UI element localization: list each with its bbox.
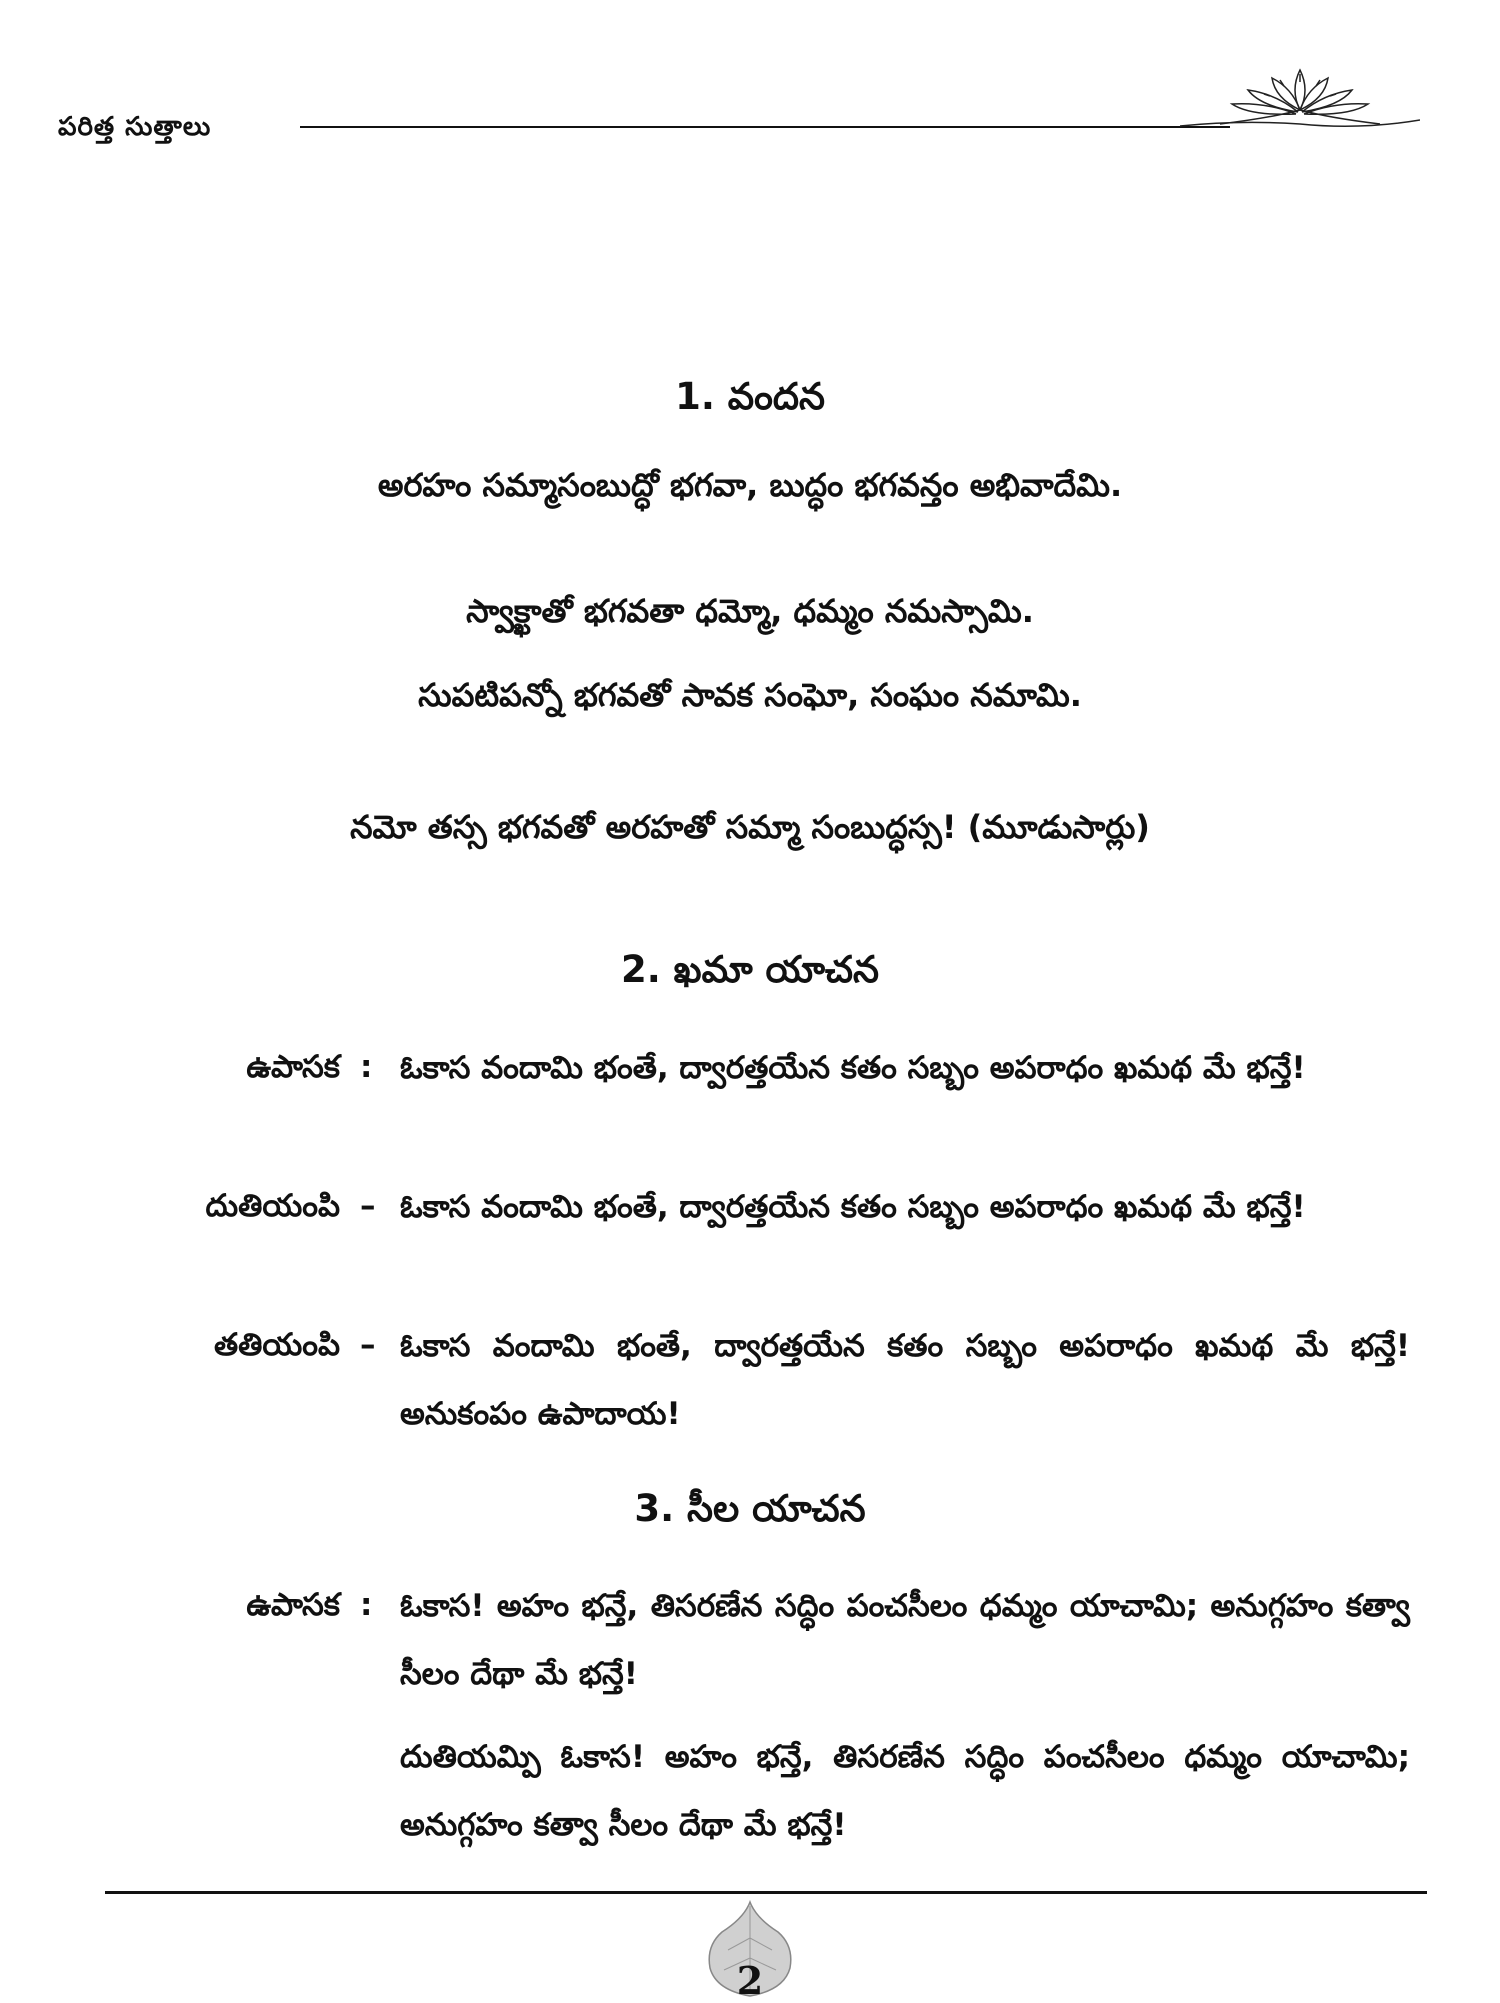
vandana-line-3: సుపటిపన్నో భగవతో సావక సంఘో, సంఘం నమామి. <box>418 676 1082 714</box>
separator: : <box>360 1587 373 1623</box>
section-heading-sila-yachana: 3. సీల యాచన <box>634 1487 866 1530</box>
speaker-label: ఉపాసక <box>246 1587 340 1623</box>
vandana-line-1: అరహం సమ్మాసంబుద్ధో భగవా, బుద్ధం భగవన్తం అభివాదేమి. <box>377 466 1123 504</box>
vandana-line-2: స్వాక్ఖాతో భగవతా ధమ్మో, ధమ్మం నమస్సామి. <box>466 592 1034 630</box>
separator: – <box>360 1188 376 1224</box>
sila-paragraph-dutiyampi: దుతియమ్పి ఓకాస! అహం భన్తే, తిసరణేన సద్ధిం పంచసీలం ధమ్మం యాచామి; అనుగ్గహం కత్వా సీలం దేథా మే భన్తే! <box>400 1739 1410 1843</box>
section-heading-vandana: 1. వందన <box>675 375 825 418</box>
row-text: ఓకాస వందామి భంతే, ద్వారత్తయేన కతం సబ్బం అపరాధం ఖమథ మే భన్తే! <box>400 1050 1306 1086</box>
row-text: ఓకాస వందామి భంతే, ద్వారత్తయేన కతం సబ్బం అపరాధం ఖమథ మే భన్తే! <box>400 1189 1306 1225</box>
page-number: 2 <box>736 1958 764 2003</box>
separator: : <box>360 1049 373 1085</box>
speaker-label: తతియంపి <box>214 1327 340 1363</box>
footer-rule <box>105 1891 1427 1894</box>
separator: – <box>360 1327 376 1363</box>
header-rule <box>300 126 1230 128</box>
speaker-label: దుతియంపి <box>205 1188 340 1224</box>
running-header-title: పరిత్త సుత్తాలు <box>58 112 212 142</box>
lotus-icon <box>1180 60 1420 140</box>
row-text: ఓకాస! అహం భన్తే, తిసరణేన సద్ధిం పంచసీలం ధమ్మం యాచామి; అనుగ్గహం కత్వా సీలం దేథా మే భన్తే! <box>400 1588 1410 1692</box>
section-heading-khama-yachana: 2. ఖమా యాచన <box>620 948 880 991</box>
vandana-line-4: నమో తస్స భగవతో అరహతో సమ్మా సంబుద్ధస్స! (మూడుసార్లు) <box>350 808 1150 846</box>
speaker-label: ఉపాసక <box>246 1049 340 1085</box>
row-text: ఓకాస వందామి భంతే, ద్వారత్తయేన కతం సబ్బం అపరాధం ఖమథ మే భన్తే! అనుకంపం ఉపాదాయ! <box>400 1328 1410 1432</box>
